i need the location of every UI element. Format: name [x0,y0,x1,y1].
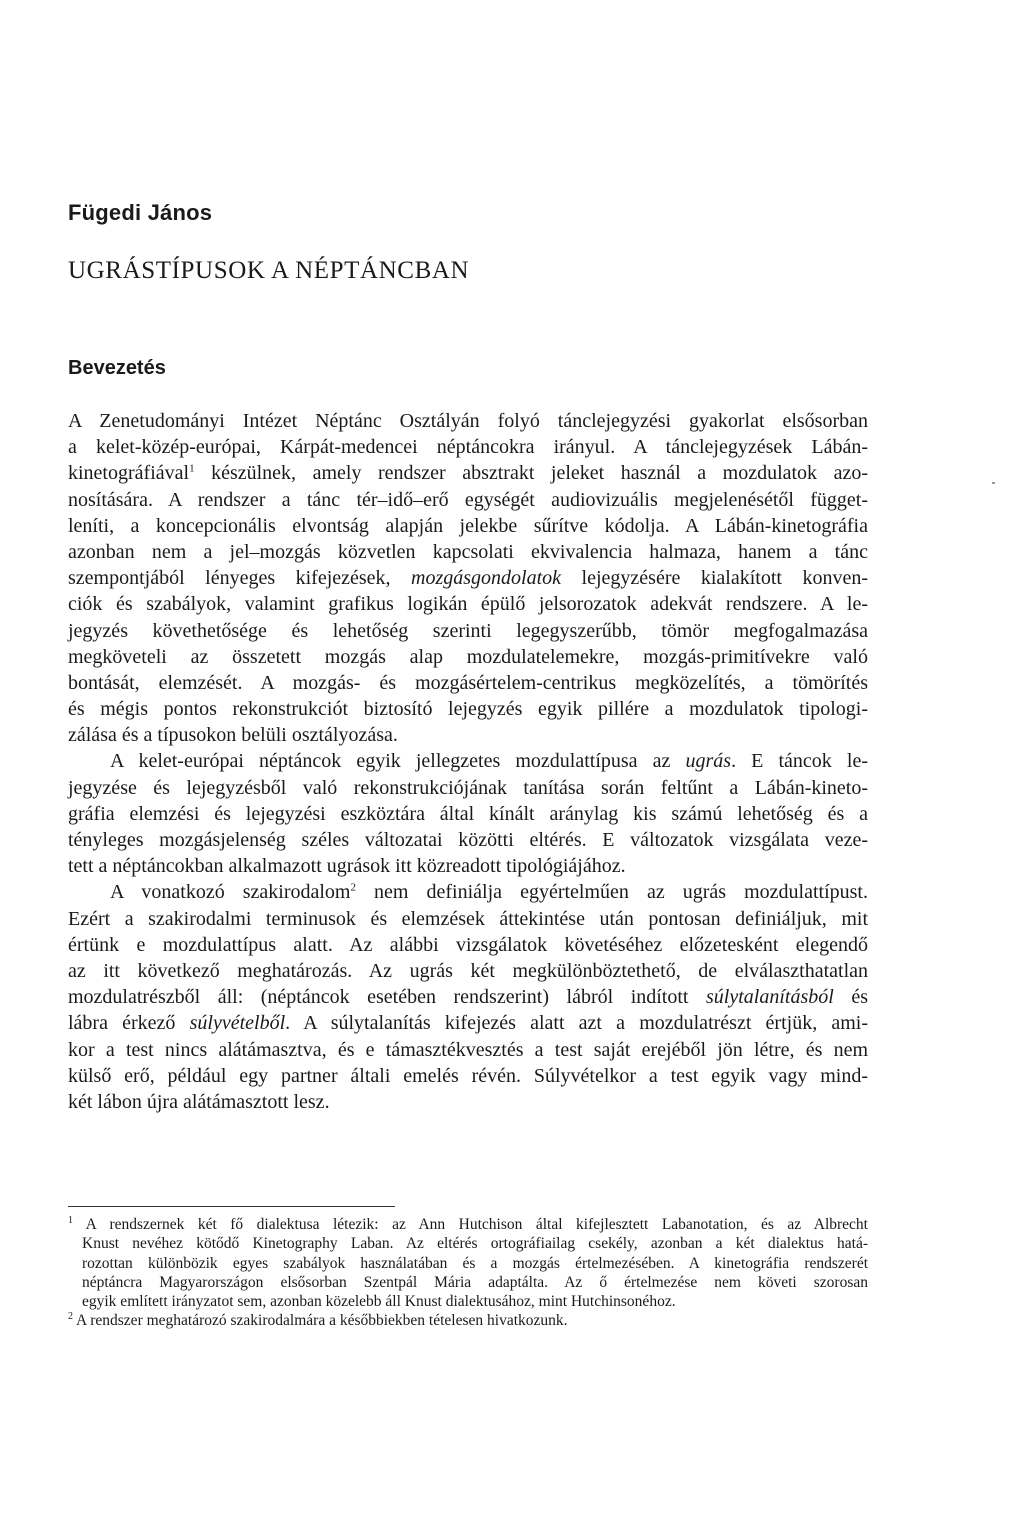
body-line [68,565,868,591]
text-run: bontását, elemzését. A mozgás- és mozgásértelem-centrikus megközelítés, a tömörítés [68,671,868,694]
footnote-line [68,1273,868,1292]
body-line [68,618,868,644]
text-run: jegyzés követhetősége és lehetőség szerinti legegyszerűbb, tömör megfogalmazása [68,619,868,642]
body-line [68,539,868,565]
body-line [68,644,868,670]
body-line [68,827,868,853]
body-line [68,1010,868,1036]
text-run: lejegyzésére kialakított konven- [561,567,868,590]
text-run: A rendszernek két fő dialektusa létezik: az Ann Hutchison által kifejlesztett Labanotation, és az Albrecht [73,1216,868,1233]
text-run: lábra érkező [68,1012,190,1035]
text-run: és [833,986,868,1009]
text-run: gráfia elemzési és lejegyzési eszköztára által kínált aránylag kis számú lehetőség és a [68,802,868,825]
italic-term: súlyvételből [189,1012,286,1035]
footnote-separator [68,1206,395,1207]
body-line [68,722,868,748]
body-line [68,801,868,827]
text-run: néptáncra Magyarországon elsősorban Szentpál Mária adaptálta. Az ő értelmezése nem követi szorosan [82,1273,868,1291]
text-run: értünk e mozdulattípus alatt. Az alábbi vizsgálatok követéséhez előzetesként elegendő [68,933,868,956]
text-run: zálása és a típusokon belüli osztályozása. [68,724,398,747]
body-line [68,696,868,722]
text-run: az itt következő meghatározás. Az ugrás két megkülönböztethető, de elválaszthatatlan [68,959,868,982]
footnote-line [68,1215,868,1234]
text-run: azonban nem a jel–mozgás közvetlen kapcsolati ekvivalencia halmaza, hanem a tánc [68,540,868,563]
body-line [68,487,868,513]
footnote-line [68,1311,868,1330]
body-line [68,1089,868,1115]
body-line [68,670,868,696]
footnote-line [68,1234,868,1253]
text-run: A rendszer meghatározó szakirodalmára a későbbiekben tételesen hivatkozunk. [73,1312,568,1330]
text-run: Ezért a szakirodalmi terminusok és elemzések áttekintése után pontosan definiáljuk, mit [68,907,868,930]
text-run: megköveteli az összetett mozgás alap mozdulatelemekre, mozgás-primitívekre való [68,645,868,668]
body-line [68,1063,868,1089]
text-run: leníti, a koncepcionális elvontság alapján jelekbe sűrítve kódolja. A Lábán-kinetográfia [68,514,868,537]
text-run: A kelet-európai néptáncok egyik jellegzetes mozdulattípusa az [110,750,686,773]
text-run: készülnek, amely rendszer absztrakt jeleket használ a mozdulatok azo- [194,462,868,485]
text-run: két lábon újra alátámasztott lesz. [68,1090,330,1113]
body-line [68,513,868,539]
text-run: és mégis pontos rekonstrukciót biztosító lejegyzés egyik pillére a mozdulatok tipologi- [68,698,868,721]
section-heading: Bevezetés [68,357,166,379]
text-run: jegyzése és lejegyzésből való rekonstrukciójának tanítása során feltűnt a Lábán-kineto- [68,776,868,799]
body-line [68,1037,868,1063]
body-line [68,748,868,774]
text-run: szempontjából lényeges kifejezések, [68,567,412,590]
italic-term: ugrás [685,750,732,773]
footnote-reference: 1 [189,462,195,475]
body-line [68,853,868,879]
footnote-number: 2 [68,1311,73,1323]
body-text [68,408,868,1115]
footnote-line [68,1292,868,1311]
text-run: mozdulatrészből áll: (néptáncok esetében rendszerint) lábról indított [68,986,706,1009]
body-line [68,958,868,984]
text-run: tényleges mozgásjelenség széles változatai közötti eltérés. E változatok vizsgálata veze- [68,829,868,851]
text-run: ciók és szabályok, valamint grafikus logikán épülő jelsorozatok adekvát rendszere. A le- [68,593,868,616]
text-run: tett a néptáncokban alkalmazott ugrások itt közreadott tipológiájához. [68,855,626,878]
text-run: kor a test nincs alátámasztva, és e támasztékvesztés a test saját erejéből jön létre, és nem [68,1038,868,1061]
author-name: Fügedi János [68,200,213,225]
body-line [68,879,868,905]
text-run: Knust nevéhez kötődő Kinetography Laban. Az eltérés ortográfiailag csekély, azonban a két dialektus hatá- [82,1235,868,1253]
text-run: A Zenetudományi Intézet Néptánc Osztályán folyó tánclejegyzési gyakorlat elsősorban [68,410,868,432]
text-run: . E táncok le- [731,750,868,773]
body-line [68,775,868,801]
text-run: egyik említett irányzatot sem, azonban közelebb áll Knust dialektusához, mint Hutchinsonéhoz. [82,1293,676,1311]
text-run: kinetográfiával [68,462,190,485]
text-run: rozottan különbözik egyes szabályok használatában és a mozgás értelmezésében. A kinetográfia rendszerét [82,1254,868,1272]
body-line [68,906,868,932]
text-run: külső erő, például egy partner általi emelés révén. Súlyvételkor a test egyik vagy mind- [68,1064,868,1087]
body-line [68,932,868,958]
body-line [68,460,868,486]
text-run: a kelet-közép-európai, Kárpát-medencei néptáncokra irányul. A tánclejegyzések Lábán- [68,436,868,459]
text-run: nosítására. A rendszer a tánc tér–idő–erő egységét audiovizuális megjelenésétől függet- [68,488,868,511]
italic-term: mozgásgondolatok [411,567,562,590]
text-run: A vonatkozó szakirodalom [110,881,351,904]
body-line [68,591,868,617]
italic-term: súlytalanításból [706,986,834,1009]
article-title: UGRÁSTÍPUSOK A NÉPTÁNCBAN [68,257,470,284]
footnote-number: 1 [68,1214,73,1226]
body-line [68,984,868,1010]
text-run: . A súlytalanítás kifejezés alatt azt a mozdulatrészt értjük, ami- [285,1012,869,1035]
text-run: nem definiálja egyértelműen az ugrás mozdulattípust. [355,881,868,904]
footnotes [68,1215,868,1331]
footnote-line [68,1254,868,1273]
scan-speck [992,482,995,484]
footnote-reference: 2 [350,881,356,894]
body-line [68,408,868,434]
body-line [68,434,868,460]
